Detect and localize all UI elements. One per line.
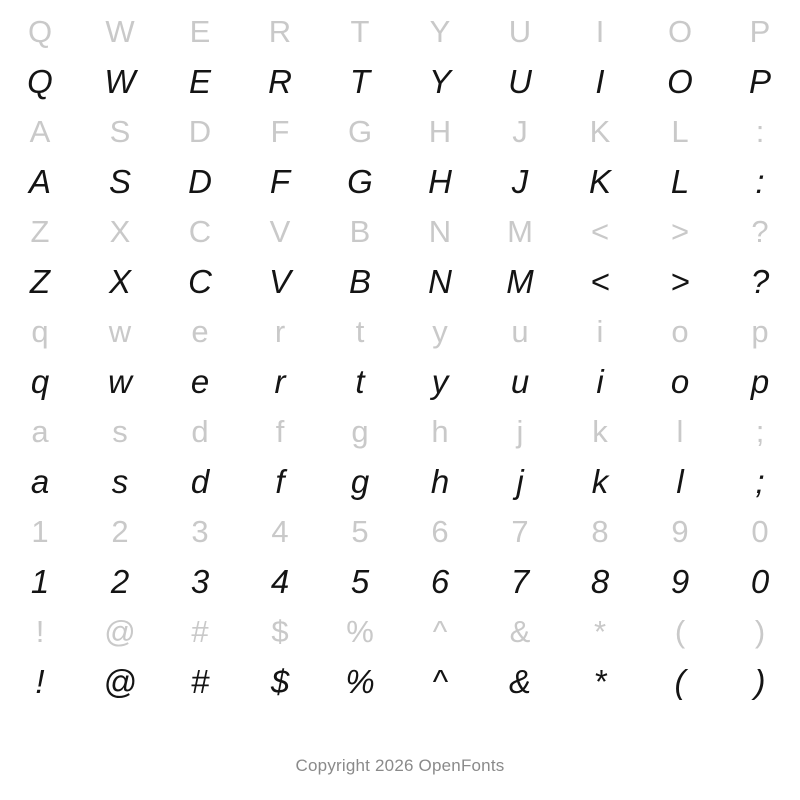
reference-glyph: 3 — [191, 514, 209, 549]
reference-glyph: ) — [754, 614, 766, 649]
reference-glyph: & — [509, 614, 531, 649]
reference-glyph: M — [507, 214, 533, 249]
reference-row — [0, 106, 800, 158]
sample-glyph: 6 — [430, 563, 450, 600]
sample-glyph: 0 — [750, 563, 770, 600]
sample-glyph: L — [670, 163, 690, 200]
reference-glyph: > — [670, 214, 690, 249]
reference-glyph: e — [191, 314, 209, 349]
reference-glyph: J — [512, 114, 528, 149]
character-row-pair — [0, 106, 800, 206]
sample-glyph: o — [670, 363, 690, 400]
reference-glyph: ( — [674, 614, 686, 649]
reference-glyph: K — [589, 114, 611, 149]
sample-glyph: B — [348, 263, 371, 300]
sample-glyph: 9 — [670, 563, 690, 600]
sample-glyph: p — [750, 363, 770, 400]
reference-glyph: k — [592, 414, 608, 449]
reference-glyph: X — [109, 214, 131, 249]
reference-glyph: 9 — [671, 514, 689, 549]
sample-glyph: k — [591, 463, 609, 500]
reference-glyph: < — [590, 214, 610, 249]
reference-glyph: u — [511, 314, 529, 349]
sample-glyph: u — [510, 363, 530, 400]
sample-glyph: : — [755, 163, 765, 200]
reference-glyph: I — [595, 14, 605, 49]
sample-glyph: @ — [103, 663, 137, 700]
sample-glyph: ( — [674, 663, 686, 700]
sample-glyph: ? — [750, 263, 770, 300]
sample-row — [0, 258, 800, 306]
reference-glyph: ? — [751, 214, 769, 249]
reference-glyph: % — [346, 614, 374, 649]
sample-glyph: 1 — [30, 563, 50, 600]
reference-row — [0, 506, 800, 558]
reference-glyph: Z — [30, 214, 50, 249]
sample-glyph: ) — [754, 663, 766, 700]
sample-glyph: s — [111, 463, 129, 500]
reference-glyph: P — [749, 14, 771, 49]
sample-glyph: K — [588, 163, 611, 200]
character-row-pair — [0, 6, 800, 106]
sample-row — [0, 658, 800, 706]
sample-glyph: 8 — [590, 563, 610, 600]
reference-glyph: E — [189, 14, 211, 49]
reference-glyph: 0 — [751, 514, 769, 549]
reference-glyph: 7 — [511, 514, 529, 549]
copyright-text: Copyright 2026 OpenFonts — [295, 756, 505, 775]
sample-glyph: G — [347, 163, 373, 200]
sample-row — [0, 358, 800, 406]
sample-glyph: h — [430, 463, 450, 500]
sample-glyph: O — [667, 63, 693, 100]
reference-glyph: V — [269, 214, 291, 249]
reference-glyph: N — [428, 214, 452, 249]
character-row-pair — [0, 606, 800, 706]
sample-row — [0, 558, 800, 606]
sample-glyph: S — [108, 163, 131, 200]
reference-glyph: # — [191, 614, 209, 649]
sample-glyph: 5 — [350, 563, 370, 600]
reference-glyph: Q — [27, 14, 53, 49]
reference-glyph: i — [596, 314, 604, 349]
character-row-pair — [0, 206, 800, 306]
reference-glyph: L — [671, 114, 689, 149]
character-row-pair — [0, 406, 800, 506]
reference-glyph: 2 — [111, 514, 129, 549]
sample-glyph: I — [595, 63, 605, 100]
reference-glyph: Y — [429, 14, 451, 49]
sample-glyph: % — [345, 663, 375, 700]
sample-glyph: j — [516, 463, 524, 500]
character-row-pair — [0, 506, 800, 606]
sample-glyph: > — [670, 263, 690, 300]
sample-glyph: # — [190, 663, 210, 700]
sample-glyph: R — [268, 63, 292, 100]
sample-glyph: F — [269, 163, 291, 200]
reference-glyph: w — [108, 314, 132, 349]
reference-glyph: S — [109, 114, 131, 149]
sample-glyph: & — [508, 663, 531, 700]
sample-glyph: q — [30, 363, 50, 400]
reference-glyph: y — [432, 314, 448, 349]
sample-glyph: V — [268, 263, 291, 300]
sample-glyph: d — [190, 463, 210, 500]
sample-glyph: i — [596, 363, 604, 400]
reference-glyph: t — [355, 314, 365, 349]
sample-glyph: ; — [755, 463, 765, 500]
sample-glyph: 2 — [110, 563, 130, 600]
reference-glyph: h — [431, 414, 449, 449]
sample-glyph: e — [190, 363, 210, 400]
sample-glyph: X — [108, 263, 131, 300]
sample-row — [0, 458, 800, 506]
reference-glyph: T — [350, 14, 370, 49]
sample-glyph: r — [274, 363, 286, 400]
sample-glyph: N — [428, 263, 452, 300]
sample-glyph: 3 — [190, 563, 210, 600]
reference-glyph: f — [275, 414, 285, 449]
sample-glyph: < — [590, 263, 610, 300]
reference-glyph: R — [268, 14, 292, 49]
sample-glyph: w — [108, 363, 132, 400]
sample-glyph: Z — [29, 263, 51, 300]
sample-glyph: D — [188, 163, 212, 200]
reference-glyph: d — [191, 414, 209, 449]
reference-glyph: H — [428, 114, 452, 149]
sample-glyph: T — [349, 63, 371, 100]
sample-glyph: 7 — [510, 563, 530, 600]
reference-glyph: A — [29, 114, 51, 149]
reference-row — [0, 606, 800, 658]
reference-row — [0, 206, 800, 258]
reference-glyph: C — [188, 214, 212, 249]
reference-glyph: l — [676, 414, 684, 449]
sample-glyph: a — [30, 463, 50, 500]
sample-glyph: A — [28, 163, 51, 200]
sample-glyph: Q — [27, 63, 53, 100]
sample-glyph: * — [593, 663, 607, 700]
sample-glyph: E — [188, 63, 211, 100]
character-row-pair — [0, 306, 800, 406]
sample-glyph: P — [748, 63, 771, 100]
reference-glyph: 5 — [351, 514, 369, 549]
reference-glyph: ; — [755, 414, 765, 449]
sample-glyph: C — [188, 263, 212, 300]
reference-glyph: g — [351, 414, 369, 449]
sample-glyph: J — [511, 163, 529, 200]
sample-row — [0, 58, 800, 106]
reference-glyph: j — [516, 414, 524, 449]
reference-glyph: @ — [104, 614, 136, 649]
reference-glyph: W — [105, 14, 135, 49]
sample-glyph: f — [275, 463, 285, 500]
reference-glyph: o — [671, 314, 689, 349]
reference-glyph: 1 — [31, 514, 49, 549]
sample-glyph: Y — [428, 63, 451, 100]
reference-glyph: G — [347, 114, 373, 149]
reference-glyph: r — [274, 314, 286, 349]
reference-glyph: O — [667, 14, 693, 49]
sample-glyph: M — [506, 263, 534, 300]
copyright-notice — [0, 756, 800, 776]
sample-glyph: W — [104, 63, 136, 100]
reference-glyph: q — [31, 314, 49, 349]
sample-glyph: t — [355, 363, 365, 400]
sample-glyph: ^ — [432, 663, 448, 700]
reference-row — [0, 406, 800, 458]
reference-glyph: 8 — [591, 514, 609, 549]
sample-glyph: 4 — [270, 563, 290, 600]
reference-glyph: ^ — [432, 614, 448, 649]
reference-glyph: F — [270, 114, 290, 149]
sample-row — [0, 158, 800, 206]
reference-glyph: ! — [35, 614, 45, 649]
reference-row — [0, 306, 800, 358]
sample-glyph: l — [676, 463, 684, 500]
reference-glyph: * — [593, 614, 607, 649]
reference-glyph: p — [751, 314, 769, 349]
reference-glyph: D — [188, 114, 212, 149]
reference-glyph: a — [31, 414, 49, 449]
sample-glyph: H — [428, 163, 452, 200]
reference-row — [0, 6, 800, 58]
reference-glyph: B — [349, 214, 371, 249]
sample-glyph: U — [508, 63, 532, 100]
reference-glyph: : — [755, 114, 765, 149]
reference-glyph: U — [508, 14, 532, 49]
sample-glyph: g — [350, 463, 370, 500]
reference-glyph: 6 — [431, 514, 449, 549]
sample-glyph: ! — [35, 663, 45, 700]
reference-glyph: $ — [271, 614, 289, 649]
sample-glyph: y — [431, 363, 449, 400]
reference-glyph: 4 — [271, 514, 289, 549]
reference-glyph: s — [112, 414, 128, 449]
sample-glyph: $ — [270, 663, 290, 700]
